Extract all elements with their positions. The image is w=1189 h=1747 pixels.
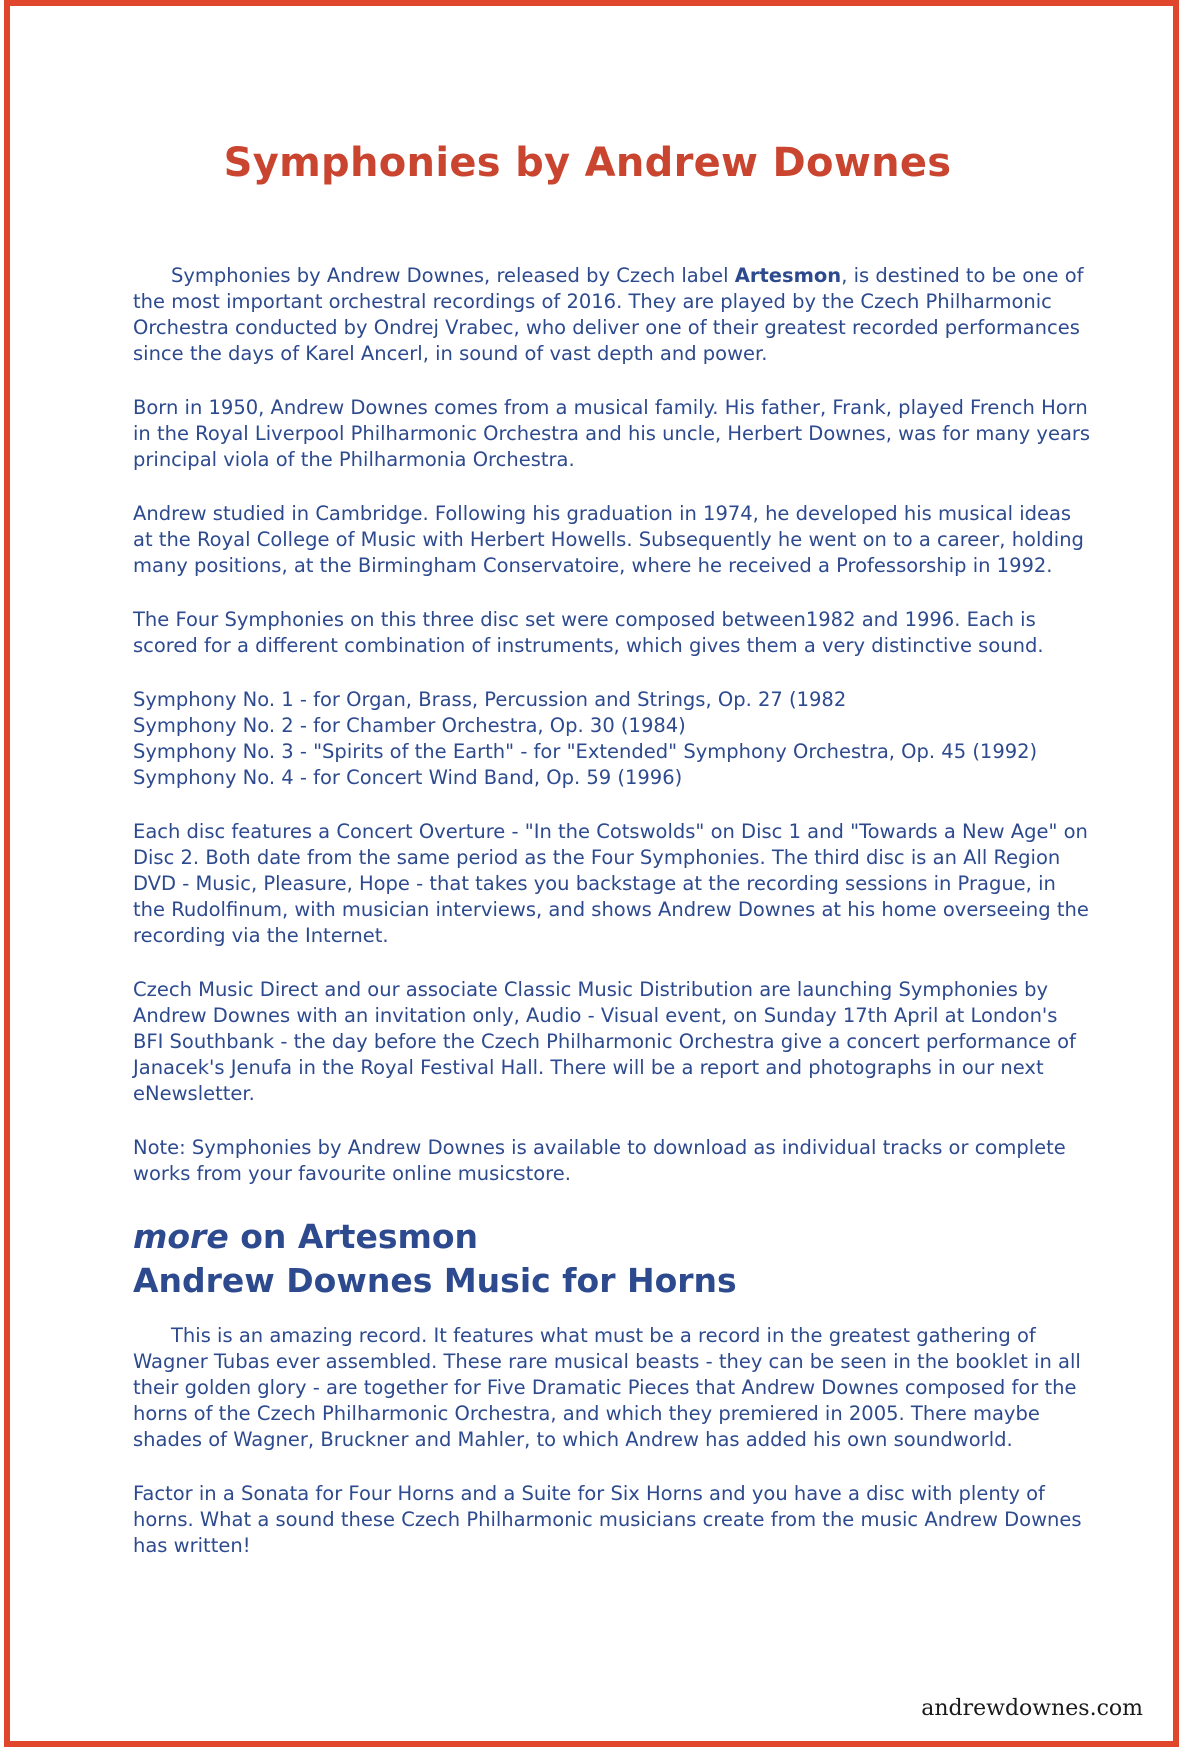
symphonies-intro-paragraph: The Four Symphonies on this three disc set were composed between1982 and 1996. Each is scored for a different combination of instruments, which gives them a very distinctive sound. bbox=[133, 608, 1044, 657]
intro-text-before: Symphonies by Andrew Downes, released by Czech label bbox=[171, 264, 735, 287]
page-title: Symphonies by Andrew Downes bbox=[223, 140, 952, 186]
symphony-list-item: Symphony No. 4 - for Concert Wind Band, Op. 59 (1996) bbox=[133, 766, 683, 789]
symphony-list-item: Symphony No. 1 - for Organ, Brass, Percussion and Strings, Op. 27 (1982 bbox=[133, 688, 847, 711]
label-name: Artesmon bbox=[734, 264, 842, 287]
symphony-list bbox=[133, 687, 1093, 791]
more-word: more bbox=[133, 1217, 229, 1256]
biography-paragraph: Born in 1950, Andrew Downes comes from a musical family. His father, Frank, played French Horn in the Royal Liverpool Philharmonic Orchestra and his uncle, Herbert Downes, was for many years principal viola of the Philharmonia Orchestra. bbox=[133, 396, 1091, 471]
discs-paragraph: Each disc features a Concert Overture - "In the Cotswolds" on Disc 1 and "Towards a New Age" on Disc 2. Both date from the same period as the Four Symphonies. The third disc is an All Region DVD - Music, Pleasure, Hope - that takes you backstage at the recording sessions in Prague, in the Rudolfinum, with musician interviews, and shows Andrew Downes at his home overseeing the recording via the Internet. bbox=[133, 820, 1089, 947]
download-note-paragraph: Note: Symphonies by Andrew Downes is available to download as individual tracks or complete works from your favourite online musicstore. bbox=[133, 1136, 1066, 1185]
horns-intro-paragraph: This is an amazing record. It features what must be a record in the greatest gathering of Wagner Tubas ever assembled. These rare musical beasts - they can be seen in the booklet in all their golden glory - are together for Five Dramatic Pieces that Andrew Downes composed for the horns of the Czech Philharmonic Orchestra, and which they premiered in 2005. There maybe shades of Wagner, Bruckner and Mahler, to which Andrew has added his own soundworld. bbox=[133, 1324, 1081, 1451]
symphony-list-item: Symphony No. 2 - for Chamber Orchestra, Op. 30 (1984) bbox=[133, 714, 686, 737]
horns-closing-paragraph: Factor in a Sonata for Four Horns and a Suite for Six Horns and you have a disc with plenty of horns. What a sound these Czech Philharmonic musicians create from the music Andrew Downes has written! bbox=[133, 1482, 1082, 1557]
intro-text-after: , is destined to be one of the most important orchestral recordings of 2016. They are played by the Czech Philharmonic Orchestra conducted by Ondrej Vrabec, who deliver one of their greatest recorded performances since the days of Karel Ancerl, in sound of vast depth and power. bbox=[133, 264, 1084, 365]
launch-event-paragraph: Czech Music Direct and our associate Classic Music Distribution are launching Symphonies by Andrew Downes with an invitation only, Audio - Visual event, on Sunday 17th April at London's BFI Southbank - the day before the Czech Philharmonic Orchestra give a concert performance of Janacek's Jenufa in the Royal Festival Hall. There will be a report and photographs in our next eNewsletter. bbox=[133, 978, 1076, 1105]
education-paragraph: Andrew studied in Cambridge. Following his graduation in 1974, he developed his musical ideas at the Royal College of Music with Herbert Howells. Subsequently he went on to a career, holding many positions, at the Birmingham Conservatoire, where he received a Professorship in 1992. bbox=[133, 502, 1084, 577]
more-on-artesmon-heading bbox=[133, 1215, 1093, 1259]
symphony-list-item: Symphony No. 3 - "Spirits of the Earth" - for "Extended" Symphony Orchestra, Op. 45 (1992) bbox=[133, 740, 1038, 763]
horns-album-heading: Andrew Downes Music for Horns bbox=[133, 1261, 737, 1300]
article-body bbox=[133, 263, 1093, 1587]
intro-paragraph bbox=[133, 263, 1093, 367]
more-heading-rest: on Artesmon bbox=[228, 1217, 479, 1256]
footer-website-url: andrewdownes.com bbox=[921, 1696, 1143, 1721]
